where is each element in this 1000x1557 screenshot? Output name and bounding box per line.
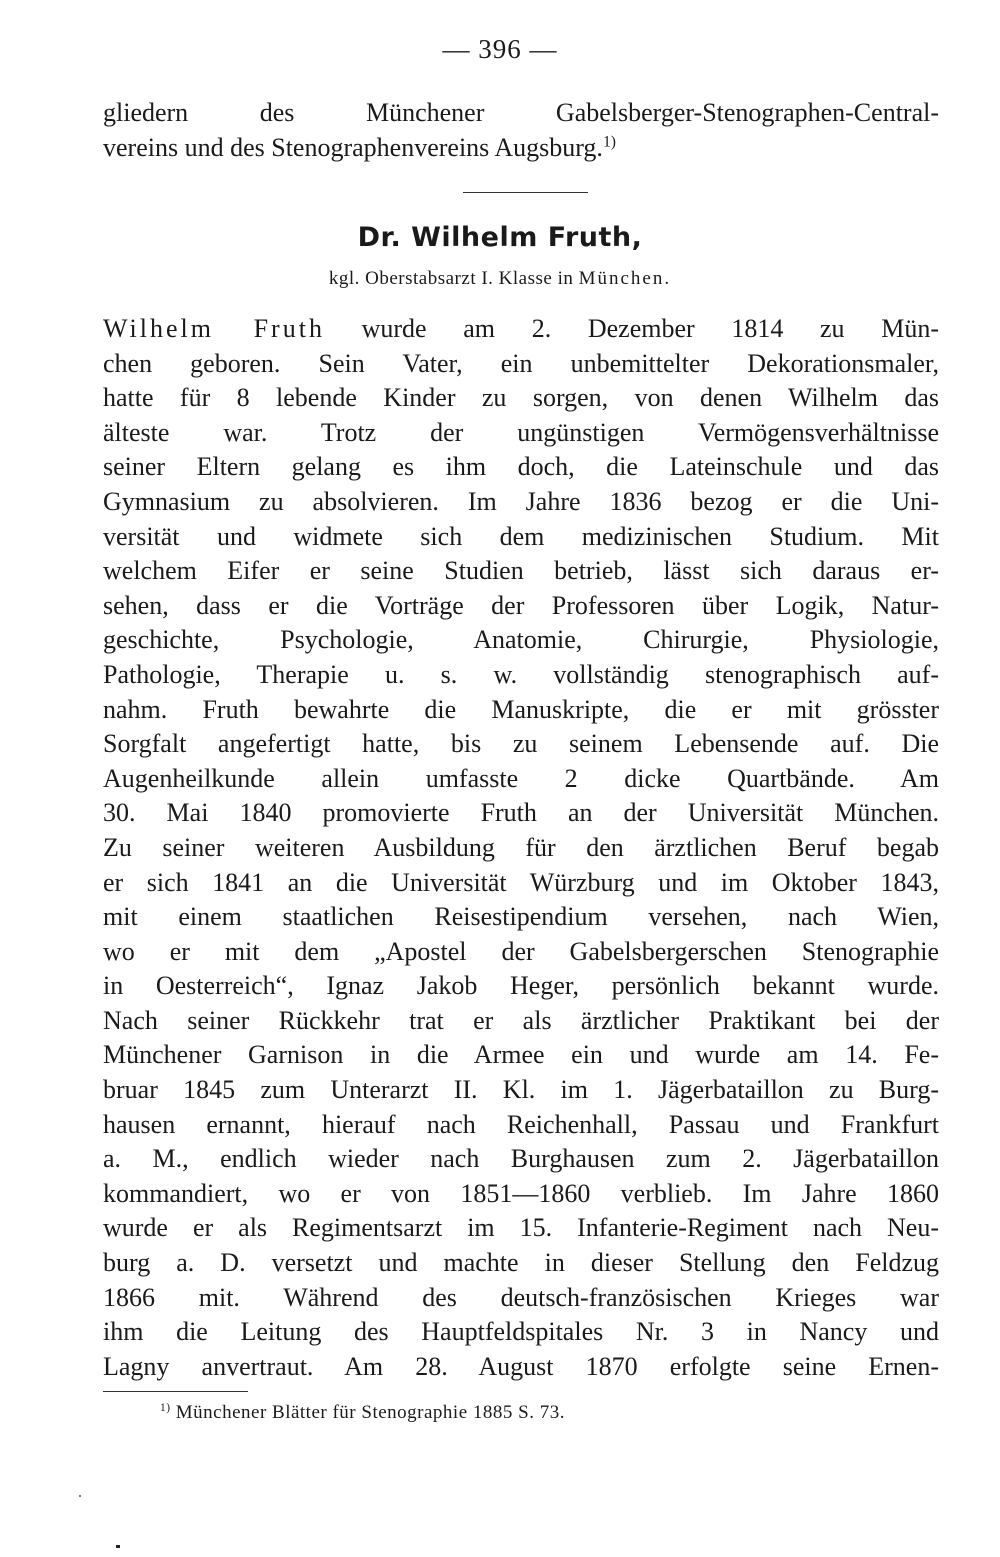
text-line: Sorgfalt angefertigt hatte, bis zu seinem Lebensende auf. Die bbox=[103, 729, 939, 759]
subheading-title: kgl. Oberstabsarzt I. Klasse in bbox=[328, 268, 574, 289]
text-line: Lagny anvertraut. Am 28. August 1870 erfolgte seine Ernen- bbox=[103, 1351, 939, 1381]
page-number: — 396 — bbox=[442, 34, 558, 64]
text-line: Nach seiner Rückkehr trat er als ärztlicher Praktikant bei der bbox=[103, 1005, 939, 1035]
text-line: hatte für 8 lebende Kinder zu sorgen, von denen Wilhelm das bbox=[103, 383, 939, 413]
text-line: welchem Eifer er seine Studien betrieb, lässt sich daraus er- bbox=[103, 556, 939, 586]
text-line: Münchener Garnison in die Armee ein und wurde am 14. Fe- bbox=[103, 1040, 939, 1070]
text-line: chen geboren. Sein Vater, ein unbemittelter Dekorationsmaler, bbox=[103, 348, 939, 378]
text-line: a. M., endlich wieder nach Burghausen zum 2. Jägerbataillon bbox=[103, 1144, 939, 1174]
text-line: bruar 1845 zum Unterarzt II. Kl. im 1. Jägerbataillon zu Burg- bbox=[103, 1075, 939, 1105]
footnote-marker: 1) bbox=[160, 1402, 171, 1415]
biography-paragraph bbox=[103, 312, 939, 1384]
text-line: wurde er als Regimentsarzt im 15. Infanterie-Regiment nach Neu- bbox=[103, 1213, 939, 1243]
section-separator bbox=[463, 192, 588, 193]
subheading-city: München. bbox=[578, 268, 672, 289]
section-heading: Dr. Wilhelm Fruth, bbox=[357, 222, 643, 253]
intro-paragraph bbox=[103, 96, 939, 165]
text-line: in Oesterreich“, Ignaz Jakob Heger, persönlich bekannt wurde. bbox=[103, 971, 939, 1001]
person-name: Wilhelm Fruth bbox=[103, 314, 325, 343]
text-line-rest: wurde am 2. Dezember 1814 zu Mün- bbox=[361, 314, 940, 343]
footnote-ref: 1) bbox=[602, 133, 616, 151]
text-line: 30. Mai 1840 promovierte Fruth an der Universität München. bbox=[103, 798, 939, 828]
text-line: hausen ernannt, hierauf nach Reichenhall, Passau und Frankfurt bbox=[103, 1109, 939, 1139]
footnote bbox=[160, 1402, 565, 1424]
footnote-rule bbox=[103, 1391, 248, 1392]
scan-speck bbox=[116, 1545, 120, 1548]
text-line: Pathologie, Therapie u. s. w. vollständig stenographisch auf- bbox=[103, 659, 939, 689]
text-line-with-footnote-ref bbox=[103, 131, 939, 166]
text-line: Gymnasium zu absolvieren. Im Jahre 1836 bezog er die Uni- bbox=[103, 486, 939, 516]
text-line: 1866 mit. Während des deutsch-französischen Krieges war bbox=[103, 1282, 939, 1312]
text-line: nahm. Fruth bewahrte die Manuskripte, die er mit grösster bbox=[103, 694, 939, 724]
footnote-text: Münchener Blätter für Stenographie 1885 S. 73. bbox=[175, 1402, 565, 1423]
text-line: mit einem staatlichen Reisestipendium versehen, nach Wien, bbox=[103, 902, 939, 932]
text-line: kommandiert, wo er von 1851—1860 verblieb. Im Jahre 1860 bbox=[103, 1178, 939, 1208]
text-line: er sich 1841 an die Universität Würzburg und im Oktober 1843, bbox=[103, 867, 939, 897]
text-line: Augenheilkunde allein umfasste 2 dicke Quartbände. Am bbox=[103, 763, 939, 793]
text-line: geschichte, Psychologie, Anatomie, Chirurgie, Physiologie, bbox=[103, 625, 939, 655]
text-line: älteste war. Trotz der ungünstigen Vermögensverhältnisse bbox=[103, 417, 939, 447]
text-line: vereins und des Stenographenvereins Augsburg. bbox=[103, 132, 603, 162]
text-line: seiner Eltern gelang es ihm doch, die Lateinschule und das bbox=[103, 452, 939, 482]
text-line: gliedern des Münchener Gabelsberger-Stenographen-Central- bbox=[103, 98, 939, 127]
text-line: versität und widmete sich dem medizinischen Studium. Mit bbox=[103, 521, 939, 551]
scan-speck bbox=[79, 1495, 81, 1497]
section-subheading bbox=[0, 268, 1000, 290]
text-line: sehen, dass er die Vorträge der Professoren über Logik, Natur- bbox=[103, 590, 939, 620]
text-line: ihm die Leitung des Hauptfeldspitales Nr. 3 in Nancy und bbox=[103, 1317, 939, 1347]
text-line: burg a. D. versetzt und machte in dieser Stellung den Feldzug bbox=[103, 1248, 939, 1278]
text-line: wo er mit dem „Apostel der Gabelsbergerschen Stenographie bbox=[103, 936, 939, 966]
first-line bbox=[103, 312, 939, 347]
text-line: Zu seiner weiteren Ausbildung für den ärztlichen Beruf begab bbox=[103, 832, 939, 862]
